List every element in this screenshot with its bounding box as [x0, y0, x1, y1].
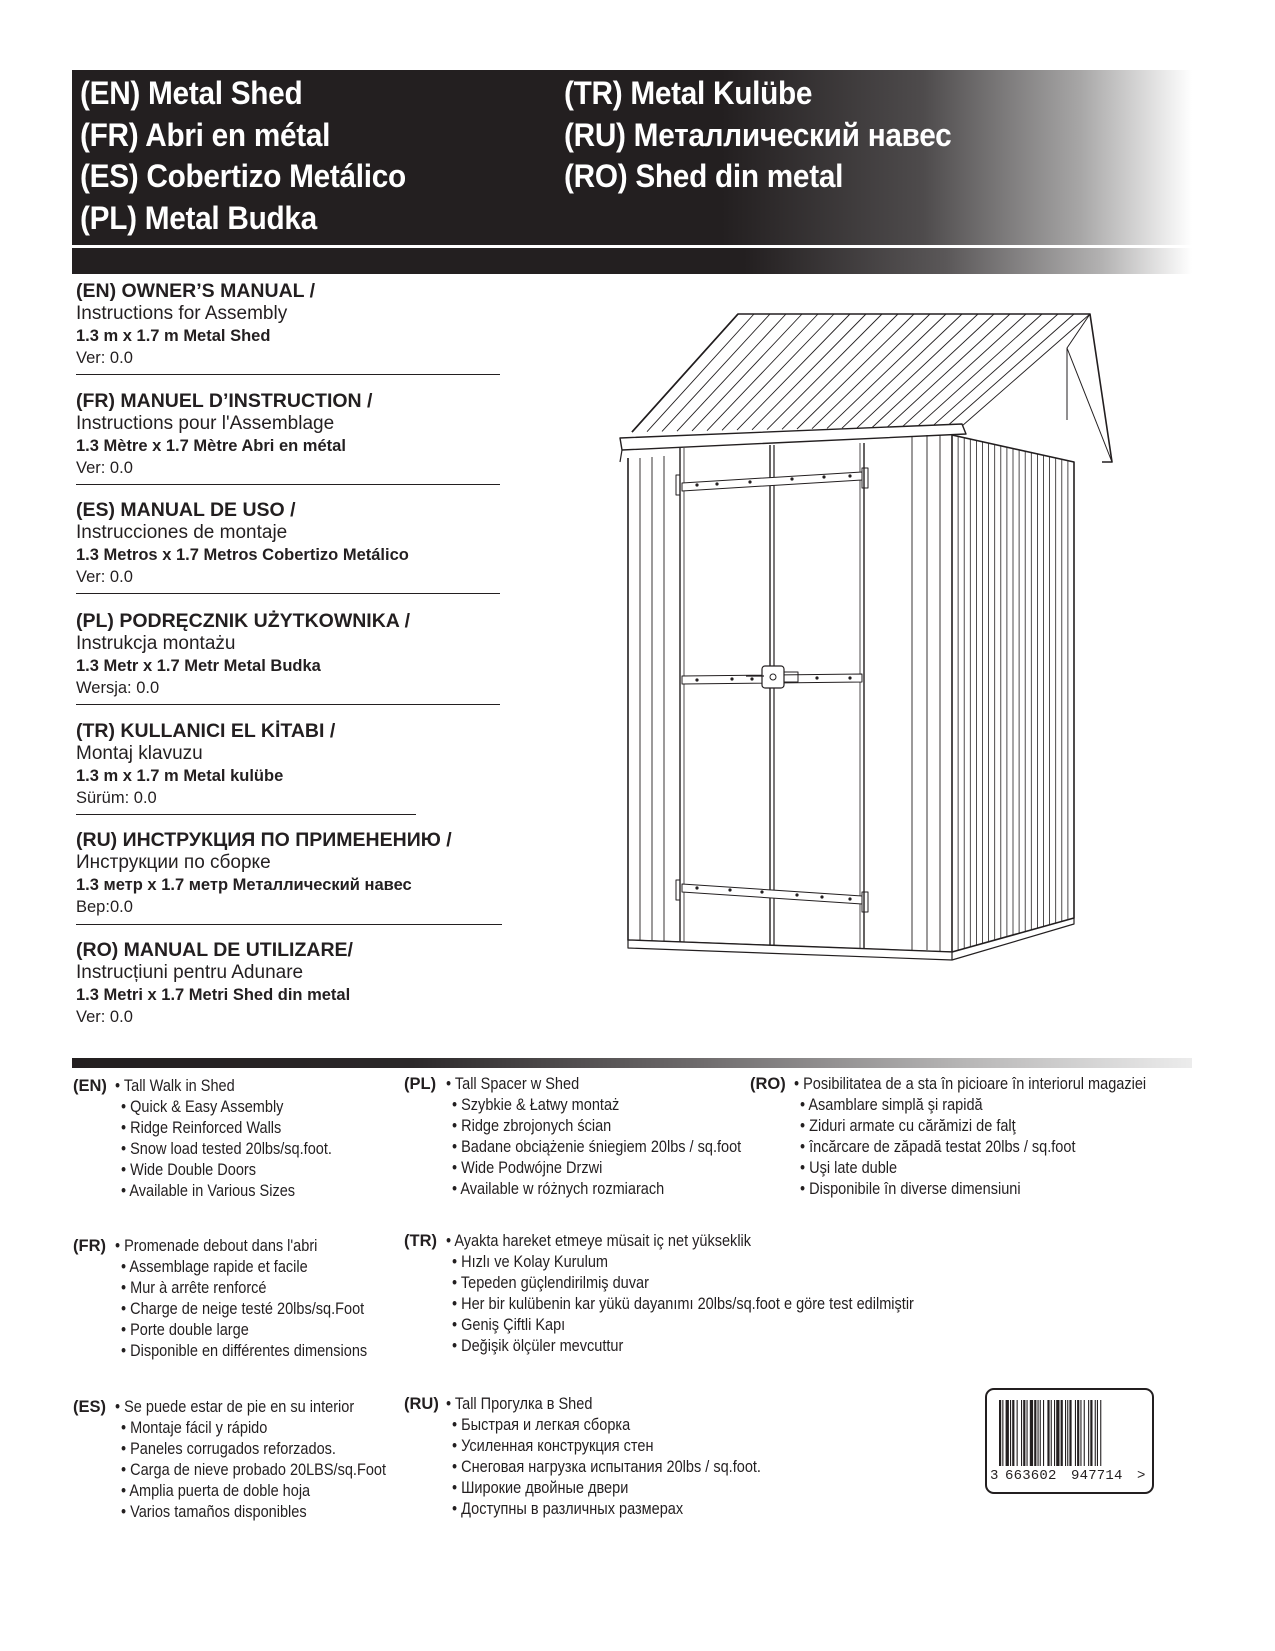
rivet: [760, 890, 763, 893]
roof-rib: [662, 314, 770, 431]
barcode-bar: [1021, 1400, 1022, 1466]
feature-item: • Tepeden güçlendirilmiş duvar: [452, 1274, 649, 1292]
feature-item: • Disponible en différentes dimensions: [121, 1342, 368, 1360]
rivet: [750, 677, 753, 680]
barcode-bar: [1061, 1400, 1063, 1466]
feature-item: • Wide Double Doors: [121, 1161, 257, 1179]
feature-item: • Snow load tested 20lbs/sq.foot.: [121, 1140, 332, 1158]
feature-item: • Hızlı ve Kolay Kurulum: [452, 1253, 608, 1271]
roof-rib: [677, 314, 786, 431]
barcode-bar: [1047, 1400, 1049, 1466]
feature-lang-code: (TR): [404, 1232, 437, 1250]
feature-item: • Mur à arrête renforcé: [121, 1279, 267, 1297]
rivet: [848, 897, 851, 900]
manual-title: (RU) ИНСТРУКЦИЯ ПО ПРИМЕНЕНИЮ /: [76, 829, 452, 851]
banner-title-ro: (RO) Shed din metal: [564, 158, 844, 194]
feature-lang-code: (FR): [73, 1237, 106, 1255]
feature-item: • Доступны в различных размерах: [452, 1500, 684, 1518]
barcode-bar: [1056, 1400, 1059, 1466]
rivet: [748, 480, 751, 483]
feature-list: [446, 1394, 803, 1520]
roof-rib: [692, 314, 802, 431]
manual-title: (PL) PODRĘCZNIK UŻYTKOWNIKA /: [76, 610, 411, 632]
feature-item: • Available in Various Sizes: [121, 1182, 296, 1200]
feature-item: • Ziduri armate cu cărămizi de falţ: [800, 1117, 1016, 1135]
barcode-bar: [1010, 1400, 1011, 1466]
rivet: [715, 482, 718, 485]
barcode-bar: [1038, 1400, 1039, 1466]
rivet: [728, 888, 731, 891]
feature-item: • Quick & Easy Assembly: [121, 1098, 284, 1116]
manual-divider: [76, 593, 500, 594]
feature-item: • Değişik ölçüler mevcuttur: [452, 1337, 624, 1355]
barcode-bar: [1095, 1400, 1096, 1466]
manual-es: [76, 498, 409, 588]
barcode-bar: [999, 1400, 1001, 1466]
barcode-bar: [1040, 1400, 1041, 1466]
feature-item: • Снеговая нагрузка испытания 20lbs / sq.foot.: [452, 1458, 761, 1476]
rivet: [848, 474, 851, 477]
barcode-bar: [1023, 1400, 1025, 1466]
feature-item: • Badane obciążenie śniegiem 20lbs / sq.foot: [452, 1138, 742, 1156]
manual-subtitle: Montaj klavuzu: [76, 743, 203, 764]
feature-lang-code: (ES): [73, 1398, 106, 1416]
roof-rib: [842, 314, 962, 428]
barcode-bar: [1017, 1400, 1018, 1466]
barcode-bar: [1069, 1400, 1071, 1466]
manual-version: Ver: 0.0: [76, 459, 133, 477]
feature-lang-code: (EN): [73, 1077, 107, 1095]
feature-item: • Amplia puerta de doble hoja: [121, 1482, 311, 1500]
feature-item: • încărcare de zăpadă testat 20lbs / sq.foot: [800, 1138, 1076, 1156]
feature-list: [115, 1397, 422, 1523]
roof-rib: [797, 314, 914, 429]
roof-rib: [917, 314, 1042, 427]
barcode-first-digit: 3: [990, 1468, 999, 1484]
feature-item: • Varios tamaños disponibles: [121, 1503, 307, 1521]
manual-subtitle: Instrucciones de montaje: [76, 522, 288, 543]
feature-list: [115, 1076, 361, 1202]
manual-divider: [76, 484, 500, 485]
feature-item: • Montaje fácil y rápido: [121, 1419, 268, 1437]
roof-rib: [932, 314, 1058, 427]
barcode-bar: [1051, 1400, 1052, 1466]
manual-title: (EN) OWNER’S MANUAL /: [76, 280, 316, 302]
banner-titles-right: [564, 73, 981, 198]
feature-item: • Ridge Reinforced Walls: [121, 1119, 282, 1137]
barcode-bar: [1012, 1400, 1014, 1466]
barcode-bar: [1067, 1400, 1068, 1466]
feature-item: • Szybkie & Łatwy montaż: [452, 1096, 620, 1114]
feature-item: • Promenade debout dans l'abri: [115, 1237, 318, 1255]
feature-item: • Available w różnych rozmiarach: [452, 1180, 665, 1198]
manual-size: 1.3 Metri x 1.7 Metri Shed din metal: [76, 986, 351, 1004]
manual-size: 1.3 m x 1.7 m Metal Shed: [76, 327, 271, 345]
barcode-label: [985, 1388, 1154, 1494]
barcode-bar: [1043, 1400, 1044, 1466]
barcode-bar: [1088, 1400, 1089, 1466]
roof-rib: [812, 314, 930, 429]
feature-item: • Her bir kulübenin kar yükü dayanımı 20lbs/sq.foot e göre test edilmiştir: [452, 1295, 914, 1313]
banner-title-pl: (PL) Metal Budka: [80, 199, 317, 236]
feature-item: • Усиленная конструкция стен: [452, 1437, 654, 1455]
feature-item: • Geniş Çiftli Kapı: [452, 1316, 566, 1334]
manual-subtitle: Instrucțiuni pentru Adunare: [76, 962, 304, 983]
manual-subtitle: Instructions for Assembly: [76, 303, 288, 324]
roof-rib: [857, 314, 978, 428]
feature-lang-code: (RU): [404, 1395, 439, 1413]
manual-fr: [76, 389, 372, 479]
manual-subtitle: Instructions pour l'Assemblage: [76, 413, 335, 434]
rivet: [730, 677, 733, 680]
feature-item: • Tall Walk in Shed: [115, 1077, 235, 1095]
barcode-bar: [1030, 1400, 1033, 1466]
roof-rib: [722, 314, 834, 430]
barcode-bar: [1065, 1400, 1066, 1466]
roof-rib: [872, 314, 994, 428]
rivet: [795, 893, 798, 896]
feature-list: [794, 1074, 1194, 1200]
manual-divider: [76, 374, 500, 375]
barcode-bar: [1080, 1400, 1081, 1466]
feature-item: • Ridge zbrojonych ścian: [452, 1117, 612, 1135]
rivet: [848, 676, 851, 679]
rivet: [820, 895, 823, 898]
manual-ro: [76, 938, 353, 1028]
manual-version: Ver: 0.0: [76, 349, 133, 367]
barcode-bar: [1002, 1400, 1003, 1466]
feature-list: [446, 1231, 977, 1357]
feature-item: • Charge de neige testé 20lbs/sq.Foot: [121, 1300, 365, 1318]
barcode-bar: [1054, 1400, 1055, 1466]
rivet: [695, 886, 698, 889]
barcode-group-2: 947714: [1071, 1468, 1123, 1484]
rivet: [815, 676, 818, 679]
barcode-group-1: 663602: [1005, 1468, 1057, 1484]
manual-size: 1.3 Metros x 1.7 Metros Cobertizo Metálico: [76, 546, 409, 564]
feature-item: • Asamblare simplă şi rapidă: [800, 1096, 983, 1114]
banner-title-es: (ES) Cobertizo Metálico: [80, 158, 406, 194]
roof-rib: [707, 314, 818, 431]
manual-divider: [76, 704, 500, 705]
roof-rib: [827, 314, 946, 428]
manual-pl: [76, 609, 410, 699]
manual-version: Bep:0.0: [76, 898, 133, 916]
roof-rib: [962, 314, 1090, 426]
banner-title-en: (EN) Metal Shed: [80, 75, 303, 111]
barcode-bar: [1100, 1400, 1101, 1466]
barcode-bar: [1006, 1400, 1009, 1466]
rivet: [695, 678, 698, 681]
feature-item: • Posibilitatea de a sta în picioare în interiorul magaziei: [794, 1075, 1147, 1093]
manual-version: Ver: 0.0: [76, 568, 133, 586]
header-rule-strip: [72, 248, 1192, 274]
banner-title-tr: (TR) Metal Kulübe: [564, 75, 813, 111]
feature-item: • Tall Прогулка в Shed: [446, 1395, 593, 1413]
manual-size: 1.3 m x 1.7 m Metal kulübe: [76, 767, 284, 785]
banner-title-ru: (RU) Металлический навес: [564, 116, 952, 153]
roof-rib: [767, 314, 882, 430]
feature-item: • Ayakta hareket etmeye müsait iç net yükseklik: [446, 1232, 752, 1250]
feature-item: • Wide Podwójne Drzwi: [452, 1159, 603, 1177]
banner-title-fr: (FR) Abri en métal: [80, 116, 331, 153]
manual-divider: [76, 814, 416, 815]
feature-list: [446, 1074, 781, 1200]
rivet: [695, 483, 698, 486]
feature-lang-code: (PL): [404, 1075, 437, 1093]
barcode-bar: [1084, 1400, 1085, 1466]
shed-drawing: [612, 300, 1132, 1020]
feature-item: • Paneles corrugados reforzados.: [121, 1440, 336, 1458]
manual-version: Sürüm: 0.0: [76, 789, 157, 807]
feature-item: • Carga de nieve probado 20LBS/sq.Foot: [121, 1461, 387, 1479]
manual-title: (RO) MANUAL DE UTILIZARE/: [76, 939, 353, 961]
feature-lang-code: (RO): [750, 1075, 786, 1093]
manual-subtitle: Инструкции по сборке: [76, 852, 271, 873]
barcode-bar: [1027, 1400, 1028, 1466]
barcode-bar: [1034, 1400, 1036, 1466]
roof-rib: [782, 314, 898, 429]
manual-size: 1.3 метр x 1.7 метр Металлический навес: [76, 876, 412, 894]
manual-tr: [76, 719, 335, 809]
feature-item: • Disponibile în diverse dimensiuni: [800, 1180, 1021, 1198]
manual-size: 1.3 Mètre x 1.7 Mètre Abri en métal: [76, 437, 346, 455]
manual-version: Wersja: 0.0: [76, 679, 160, 697]
manual-en: [76, 279, 315, 369]
manual-title: (ES) MANUAL DE USO /: [76, 499, 296, 521]
barcode-bars-icon: [999, 1400, 1140, 1468]
barcode-bar: [1097, 1400, 1098, 1466]
feature-item: • Assemblage rapide et facile: [121, 1258, 308, 1276]
feature-item: • Porte double large: [121, 1321, 249, 1339]
rivet: [822, 475, 825, 478]
feature-item: • Se puede estar de pie en su interior: [115, 1398, 355, 1416]
features-divider-strip: [72, 1058, 1192, 1068]
rivet: [790, 477, 793, 480]
feature-item: • Быстрая и легкая сборка: [452, 1416, 631, 1434]
manual-subtitle: Instrukcja montażu: [76, 633, 236, 654]
roof-rib: [947, 314, 1074, 426]
manual-size: 1.3 Metr x 1.7 Metr Metal Budka: [76, 657, 321, 675]
roof-rib: [902, 314, 1026, 427]
barcode-bar: [1077, 1400, 1079, 1466]
title-banner: [72, 70, 1192, 245]
barcode-bar: [1090, 1400, 1092, 1466]
barcode-bar: [1075, 1400, 1076, 1466]
manual-title: (TR) KULLANICI EL KİTABI /: [76, 720, 336, 742]
manual-version: Ver: 0.0: [76, 1008, 133, 1026]
shed-illustration: [612, 300, 1132, 1020]
barcode-end-mark: >: [1137, 1468, 1146, 1484]
banner-titles-left: [80, 73, 430, 239]
manual-divider: [76, 924, 502, 925]
feature-list: [115, 1236, 401, 1362]
feature-item: • Tall Spacer w Shed: [446, 1075, 580, 1093]
manual-title: (FR) MANUEL D’INSTRUCTION /: [76, 390, 373, 412]
feature-item: • Uşi late duble: [800, 1159, 898, 1177]
feature-item: • Широкие двойные двери: [452, 1479, 629, 1497]
roof-rib: [887, 314, 1010, 427]
roof-rib: [752, 314, 866, 430]
manual-ru: [76, 828, 452, 918]
